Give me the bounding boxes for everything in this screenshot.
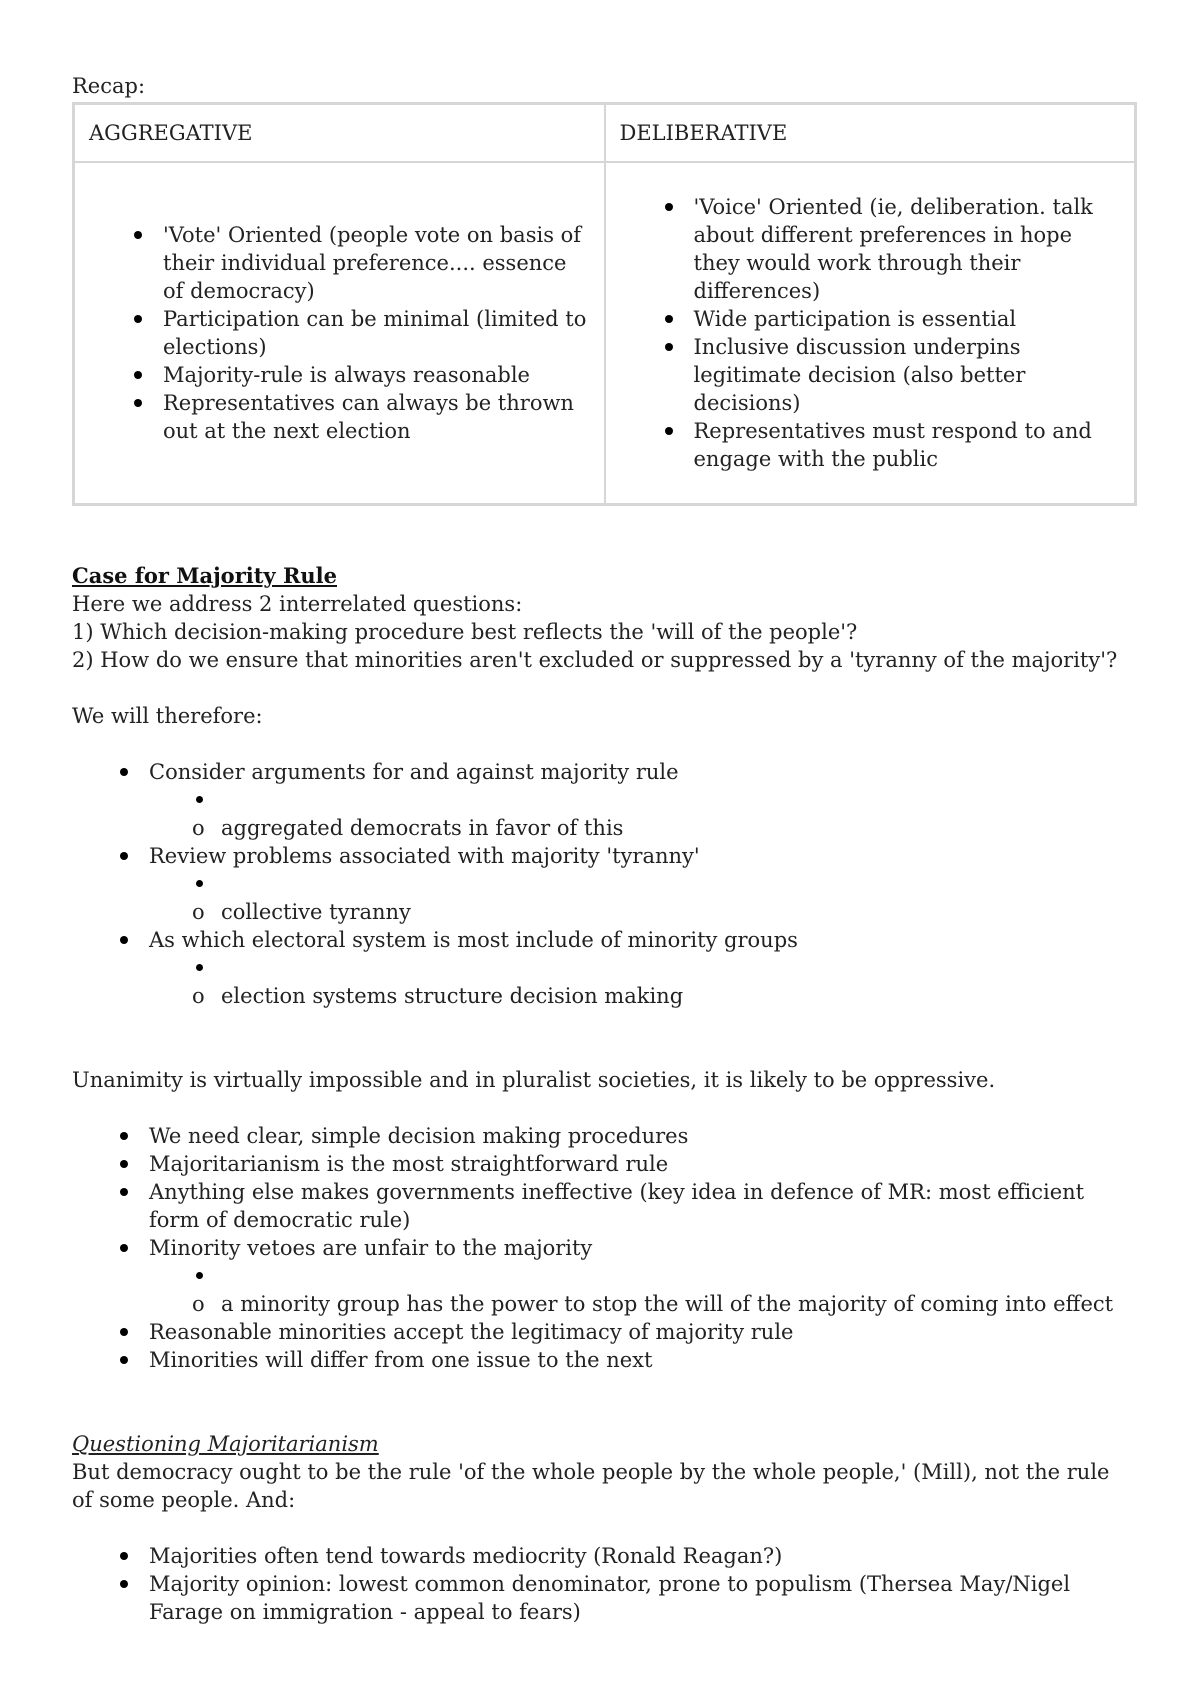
aggregative-header: AGGREGATIVE [74,104,605,163]
list-item [149,842,1132,926]
sub-list [149,954,1132,1010]
list-item: Reasonable minorities accept the legitimacy of majority rule [149,1318,1132,1346]
questioning-text: But democracy ought to be the rule 'of the whole people by the whole people,' (Mill), not the rule of some people. And: [72,1460,1110,1512]
list-item: 'Vote' Oriented (people vote on basis of their individual preference.... essence of democracy) [163,221,590,305]
deliberative-cell [605,162,1136,505]
recap-table [72,102,1137,506]
case-question-1: 1) Which decision-making procedure best reflects the 'will of the people'? [72,620,858,644]
list-item: Wide participation is essential [694,305,1121,333]
sub-item: o a minority group has the power to stop the will of the majority of coming into effect [221,1290,1132,1318]
case-list [72,758,1132,1010]
list-item: Majority-rule is always reasonable [163,361,590,389]
empty-sub-item [221,1262,1132,1290]
case-title: Case for Majority Rule [72,563,338,588]
sub-list [149,870,1132,926]
sub-item: o aggregated democrats in favor of this [221,814,1132,842]
list-item: We need clear, simple decision making procedures [149,1122,1132,1150]
case-therefore: We will therefore: [72,704,263,728]
unanimity-list [72,1122,1132,1374]
list-item [149,1234,1132,1318]
list-item: Inclusive discussion underpins legitimate decision (also better decisions) [694,333,1121,417]
deliberative-header: DELIBERATIVE [605,104,1136,163]
list-item: Majoritarianism is the most straightforward rule [149,1150,1132,1178]
sub-item: o collective tyranny [221,898,1132,926]
document-page [72,72,1132,1626]
deliberative-list [620,193,1121,473]
list-item-text: Consider arguments for and against majority rule [149,760,679,784]
list-item: Majority opinion: lowest common denominator, prone to populism (Thersea May/Nigel Farage on immigration - appeal to fears) [149,1570,1132,1626]
list-item-text: As which electoral system is most include of minority groups [149,928,798,952]
empty-sub-item [221,786,1132,814]
list-item: Participation can be minimal (limited to elections) [163,305,590,361]
list-item: Majorities often tend towards mediocrity (Ronald Reagan?) [149,1542,1132,1570]
recap-table-body-row [74,162,1136,505]
list-item-text: Review problems associated with majority 'tyranny' [149,844,700,868]
empty-sub-item [221,954,1132,982]
recap-label: Recap: [72,74,146,98]
unanimity-text: Unanimity is virtually impossible and in pluralist societies, it is likely to be oppressive. [72,1068,996,1092]
list-item: Minorities will differ from one issue to the next [149,1346,1132,1374]
sub-item: o election systems structure decision making [221,982,1132,1010]
questioning-list [72,1542,1132,1626]
case-question-2: 2) How do we ensure that minorities aren't excluded or suppressed by a 'tyranny of the majority'? [72,648,1118,672]
sub-list [149,786,1132,842]
aggregative-list [89,221,590,445]
empty-sub-item [221,870,1132,898]
aggregative-cell [74,162,605,505]
list-item [149,926,1132,1010]
questioning-title: Questioning Majoritarianism [72,1432,379,1456]
case-intro: Here we address 2 interrelated questions: [72,592,523,616]
list-item [149,758,1132,842]
list-item: Representatives must respond to and engage with the public [694,417,1121,473]
list-item-text: Minority vetoes are unfair to the majority [149,1236,593,1260]
list-item: 'Voice' Oriented (ie, deliberation. talk about different preferences in hope they would work through their differences) [694,193,1121,305]
list-item: Representatives can always be thrown out at the next election [163,389,590,445]
list-item: Anything else makes governments ineffective (key idea in defence of MR: most efficient form of democratic rule) [149,1178,1132,1234]
recap-table-header-row [74,104,1136,163]
sub-list [149,1262,1132,1318]
